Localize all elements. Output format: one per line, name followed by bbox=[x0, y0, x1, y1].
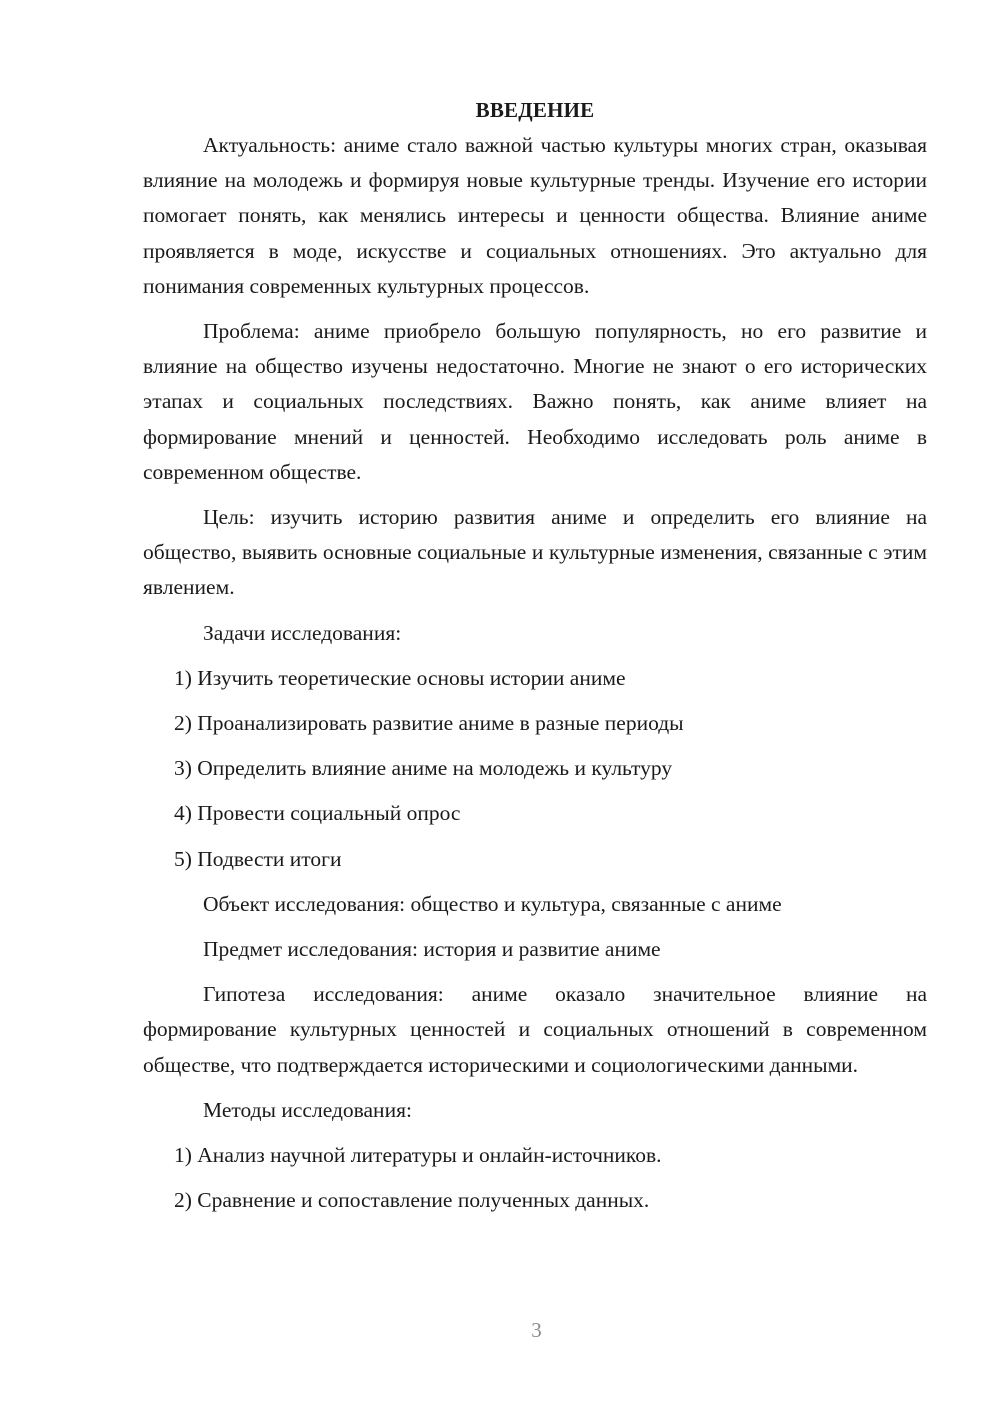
task-item: 3) Определить влияние аниме на молодежь и культуру bbox=[174, 756, 673, 781]
method-item: 2) Сравнение и сопоставление полученных данных. bbox=[174, 1188, 650, 1213]
document-page bbox=[143, 92, 927, 1228]
section-heading: ВВЕДЕНИЕ bbox=[475, 98, 595, 122]
task-item: 4) Провести социальный опрос bbox=[174, 801, 461, 826]
goal-paragraph: Цель: изучить историю развития аниме и определить его влияние на общество, выявить основные социальные и культурные изменения, связанные с этим явлением. bbox=[143, 505, 927, 600]
page-number: 3 bbox=[531, 1318, 542, 1342]
task-item: 1) Изучить теоретические основы истории аниме bbox=[174, 665, 626, 690]
problem-paragraph: Проблема: аниме приобрело большую популярность, но его развитие и влияние на общество изучены недостаточно. Многие не знают о его исторических этапах и социальных последствиях. Важно понять, как аниме влияет на формирование мнений и ценностей. Необходимо исследовать роль аниме в современном обществе. bbox=[143, 319, 927, 484]
subject-line: Предмет исследования: история и развитие аниме bbox=[203, 937, 661, 962]
task-item: 5) Подвести итоги bbox=[174, 846, 342, 871]
task-item: 2) Проанализировать развитие аниме в разные периоды bbox=[174, 711, 684, 736]
hypothesis-paragraph: Гипотеза исследования: аниме оказало значительное влияние на формирование культурных ценностей и социальных отношений в современном обществе, что подтверждается историческими и социологическими данными. bbox=[143, 982, 927, 1077]
methods-title: Методы исследования: bbox=[203, 1097, 412, 1122]
object-line: Объект исследования: общество и культура, связанные с аниме bbox=[203, 891, 782, 916]
tasks-title: Задачи исследования: bbox=[203, 620, 402, 645]
method-item: 1) Анализ научной литературы и онлайн-источников. bbox=[174, 1143, 662, 1168]
relevance-paragraph: Актуальность: аниме стало важной частью культуры многих стран, оказывая влияние на молодежь и формируя новые культурные тренды. Изучение его истории помогает понять, как менялись интересы и ценности общества. Влияние аниме проявляется в моде, искусстве и социальных отношениях. Это актуально для понимания современных культурных процессов. bbox=[143, 133, 927, 298]
